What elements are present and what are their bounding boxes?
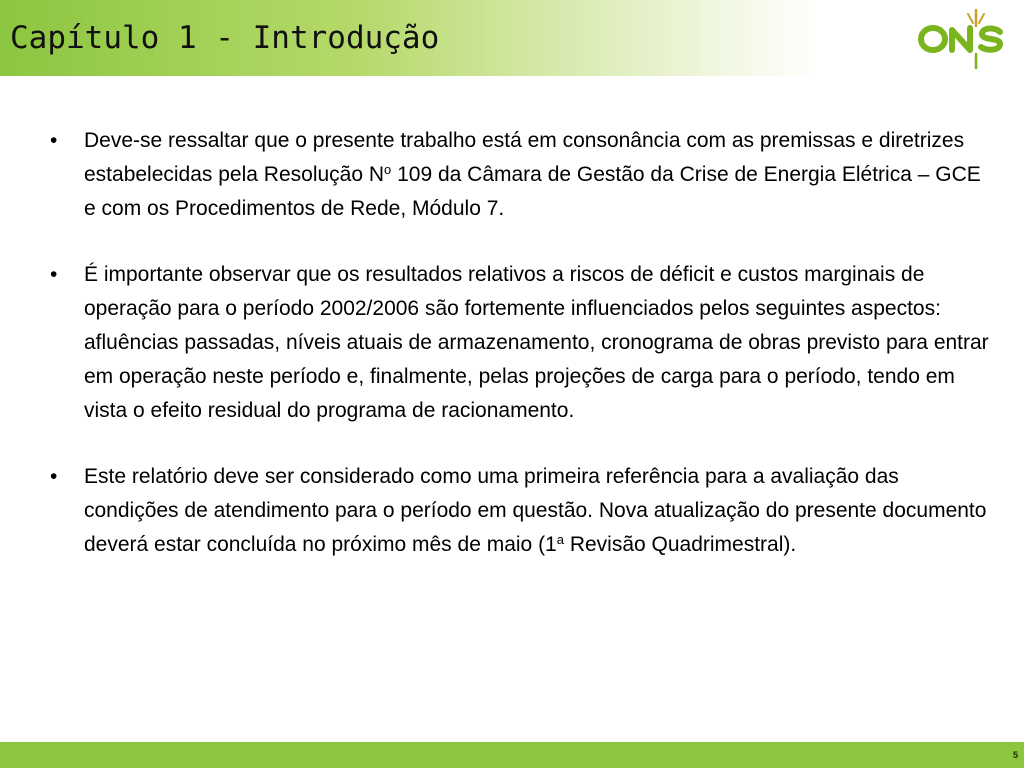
ordinal-superscript: a [556, 532, 564, 547]
slide-title: Capítulo 1 - Introdução [10, 20, 440, 56]
bullet-icon: • [50, 263, 58, 286]
bullet-text-before: Deve-se ressaltar que o presente trabalho está em consonância com as premissas e diretrizes estabelecidas pela Resolução N [84, 129, 965, 186]
ons-logo [916, 6, 1018, 72]
bullet-text-after: 109 da Câmara de Gestão da Crise de Energia Elétrica – GCE e com os Procedimentos de Rede, Módulo 7. [84, 163, 981, 220]
ordinal-superscript: o [384, 162, 392, 177]
list-item [50, 124, 990, 226]
bullet-text-before: Este relatório deve ser considerado como uma primeira referência para a avaliação das condições de atendimento para o período em questão. Nova atualização do presente documento deverá estar concluída no próximo mês de maio (1 [84, 465, 987, 556]
slide-header [0, 0, 1024, 76]
bullet-text-after: Revisão Quadrimestral). [563, 533, 797, 556]
slide-footer [0, 742, 1024, 768]
ons-logo-icon [916, 6, 1018, 72]
bullet-text: É importante observar que os resultados relativos a riscos de déficit e custos marginais de operação para o período 2002/2006 são fortemente influenciados pelos seguintes aspectos: afluências passadas, níveis atuais de armazenamento, cronograma de obras previsto para entrar em operação neste período e, finalmente, pelas projeções de carga para o período, tendo em vista o efeito residual do programa de racionamento. [84, 263, 989, 422]
bullet-list [50, 124, 990, 594]
bullet-icon: • [50, 465, 58, 488]
list-item [50, 460, 990, 562]
page-number: 5 [1012, 750, 1018, 760]
bullet-icon: • [50, 129, 58, 152]
list-item [50, 258, 990, 428]
